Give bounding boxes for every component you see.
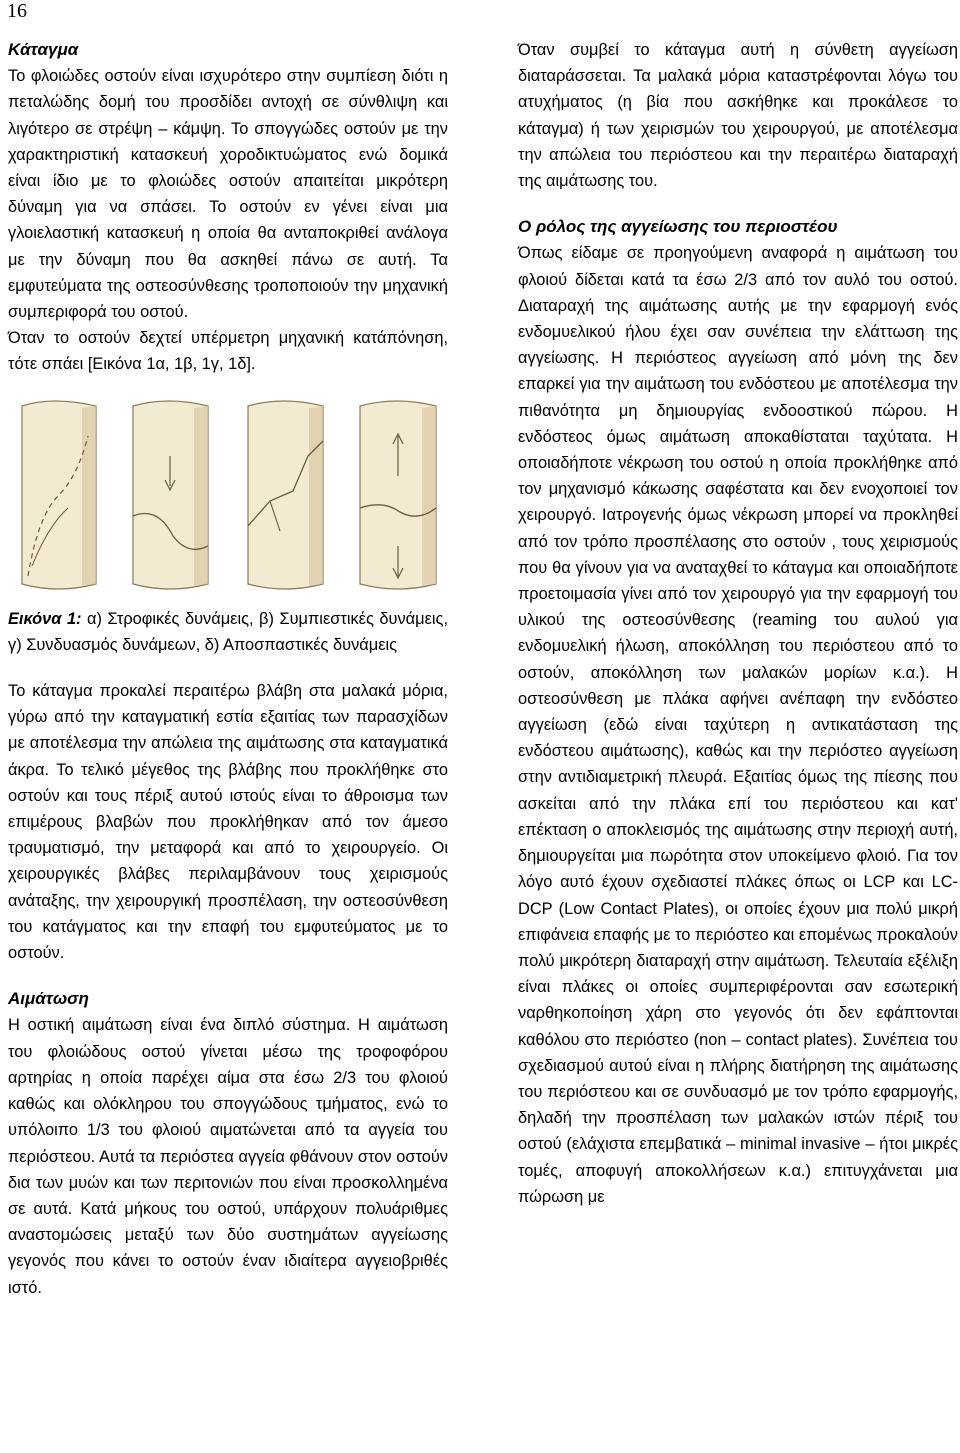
- section-heading-blood-supply: Αιμάτωση: [8, 989, 89, 1009]
- paragraph: Όταν το οστούν δεχτεί υπέρμετρη μηχανική κατάπόνηση, τότε σπάει [Εικόνα 1α, 1β, 1γ, 1δ].: [8, 329, 448, 374]
- right-column: [518, 37, 958, 1210]
- fracture-figure: [8, 396, 448, 596]
- figure-caption: [8, 606, 448, 658]
- paragraph: Το κάταγμα προκαλεί περαιτέρω βλάβη στα μαλακά μόρια, γύρω από την καταγματική εστία εξαιτίας των παρασχίδων με αποτέλεσμα την απώλεια της αιμάτωσης στα καταγματικά άκρα. Το τελικό μέγεθος της βλάβης που προκλήθηκε στο οστούν και τους πέριξ αυτού ιστούς είναι το άθροισμα των επιμέρους βλαβών που προκλήθηκαν από τον άμεσο τραυματισμό, την μεταφορά και από το χειρουργείο. Οι χειρουργικές βλάβες περιλαμβάνουν τους χειρισμούς ανάταξης, την χειρουργική προσπέλαση, την οστεοσύνθεση του κατάγματος και την επαφή του εμφυτεύματος με το οστούν.: [8, 682, 448, 963]
- left-column: [8, 37, 448, 1301]
- bone-illustration-a: [22, 401, 96, 589]
- paragraph: Το φλοιώδες οστούν είναι ισχυρότερο στην συμπίεση διότι η πεταλώδης δομή του προσδίδει αντοχή σε σύνθλιψη και λιγότερο σε στρέψη – κάμψη. Το σπογγώδες οστούν με την χαρακτηριστική κατασκευή χοροδικτυώματος ενώ δομικά είναι ίδιο με το φλοιώδες οστούν απαιτείται μικρότερη δύναμη για να σπάσει. Το οστούν εν γένει είναι μια γλοιελαστική κατασκευή η οποία θα ανταποκριθεί ανάλογα με την δύναμη που θα ασκηθεί πάνω σε αυτή. Τα εμφυτεύματα της οστεοσύνθεσης τροποποιούν την μηχανική συμπεριφορά του οστού.: [8, 67, 448, 322]
- section-heading-periosteum: Ο ρόλος της αγγείωσης του περιοστέου: [518, 217, 838, 237]
- page-number: 16: [7, 0, 27, 22]
- section-heading-fracture: Κάταγμα: [8, 40, 79, 59]
- bone-illustration-b: [133, 401, 208, 589]
- figure-caption-label: Εικόνα 1:: [8, 609, 82, 628]
- figure-caption-text: α) Στροφικές δυνάμεις, β) Συμπιεστικές δυνάμεις, γ) Συνδυασμός δυνάμεων, δ) Αποσπαστικές δυνάμεις: [8, 609, 449, 654]
- bone-illustration-c: [248, 401, 323, 589]
- paragraph: Η οστική αιμάτωση είναι ένα διπλό σύστημα. Η αιμάτωση του φλοιώδους οστού γίνεται μέσω της τροφοφόρου αρτηρίας η οποία παρέχει αίμα στα έσω 2/3 του φλοιού καθώς και ολόκληρου του σπογγώδους τμήματος, ενώ το υπόλοιπο 1/3 του φλοιού αιματώνεται από τα αγγεία του περιόστεου. Αυτά τα περιόστεα αγγεία φθάνουν στον οστούν δια των μυών και των περιτονιών που είναι προσκολλημένα σε αυτά. Κατά μήκους του οστού, υπάρχουν πολυάριθμες αναστομώσεις μεταξύ των δύο συστημάτων αγγείωσης γεγονός που κάνει το οστούν έναν ιδιαίτερα αγγειοβριθές ιστό.: [8, 1016, 448, 1297]
- bone-illustration-d: [360, 401, 436, 589]
- paragraph: Όταν συμβεί το κάταγμα αυτή η σύνθετη αγγείωση διαταράσσεται. Τα μαλακά μόρια καταστρέφονται λόγω του ατυχήματος (η βία που ασκήθηκε και προκάλεσε το κάταγμα) ή των χειρισμών του χειρουργού, με αποτέλεσμα την απώλεια του περιόστεου και την περαιτέρω διαταραχή της αιμάτωσης του.: [518, 41, 958, 191]
- paragraph: Όπως είδαμε σε προηγούμενη αναφορά η αιμάτωση του φλοιού δίδεται κατά τα έσω 2/3 από τον αυλό του οστού. Διαταραχή της αιμάτωσης αυτής με την εφαρμογή ενός ενδομυελικού ήλου έχει σαν συνέπεια την ελάττωση της αγγείωσης. Η περιόστεος αγγείωση από μόνη της δεν επαρκεί για την αιμάτωση του ενδόστεου με αποτέλεσμα την πιθανότητα μη δημιουργίας ενδοοστικού πώρου. Η ενδόστεος όμως αιμάτωση αποκαθίσταται ταχύτατα. Η οποιαδήποτε νέκρωση του οστού η οποία προκλήθηκε από τον μηχανισμό κάκωσης σαφέστατα και δεν ενοχοποιεί τον χειρουργό. Ιατρογενής όμως νέκρωση μπορεί να προκληθεί από τον τρόπο προσπέλασης στο οστούν , τους χειρισμούς που θα γίνουν για να αναταχθεί το κάταγμα και οποιαδήποτε προετοιμασία γίνει από τον χειρουργό για την εφαρμογή του υλικού της οστεοσύνθεσης (reaming του αυλού για ενδομυελική ήλωση, αποκόλληση του περιόστεου από το οστούν, αποκόλληση των μαλακών μορίων κ.α.). Η οστεοσύνθεση με πλάκα αφήνει ανέπαφη την ενδόστεο αγγείωση (εδώ είναι ταχύτερη η αντικατάσταση της ενδόστεου αιμάτωσης), καθώς και την περιόστεο αγγείωση στην αντιδιαμετρική πλευρά. Εξαιτίας όμως της πίεσης που ασκείται από την πλάκα επί του περιόστεου και κατ' επέκταση ο αποκλεισμός της αιμάτωσης στην περιοχή αυτή, δημιουργείται μια πωρότητα στον υποκείμενο φλοιό. Για τον λόγο αυτό έχουν σχεδιαστεί πλάκες όπως οι LCP και LC-DCP (Low Contact Plates), οι οποίες έχουν μια πολύ μικρή επιφάνεια επαφής με το περιόστεο και επομένως προκαλούν πολύ μικρότερη διαταραχή στην αιμάτωση. Τελευταία εξέλιξη είναι πλάκες οι οποίες συμπεριφέρονται σαν εσωτερική ναρθηκοποίηση χάρη στο γεγονός ότι δεν εφάπτονται καθόλου στο περιόστεο (non – contact plates). Συνέπεια του σχεδιασμού αυτού είναι η πλήρης διατήρηση της αιμάτωσης του περιόστεου και σε συνδυασμό με τον τρόπο εφαρμογής, δηλαδή την προσπέλαση των μαλακών ιστών πέριξ του οστού (ελάχιστα επεμβατικά – minimal invasive – ήτοι μικρές τομές, αποφυγή αποκολλήσεων κ.α.) επιτυγχάνεται μια πώρωση με: [518, 244, 958, 1206]
